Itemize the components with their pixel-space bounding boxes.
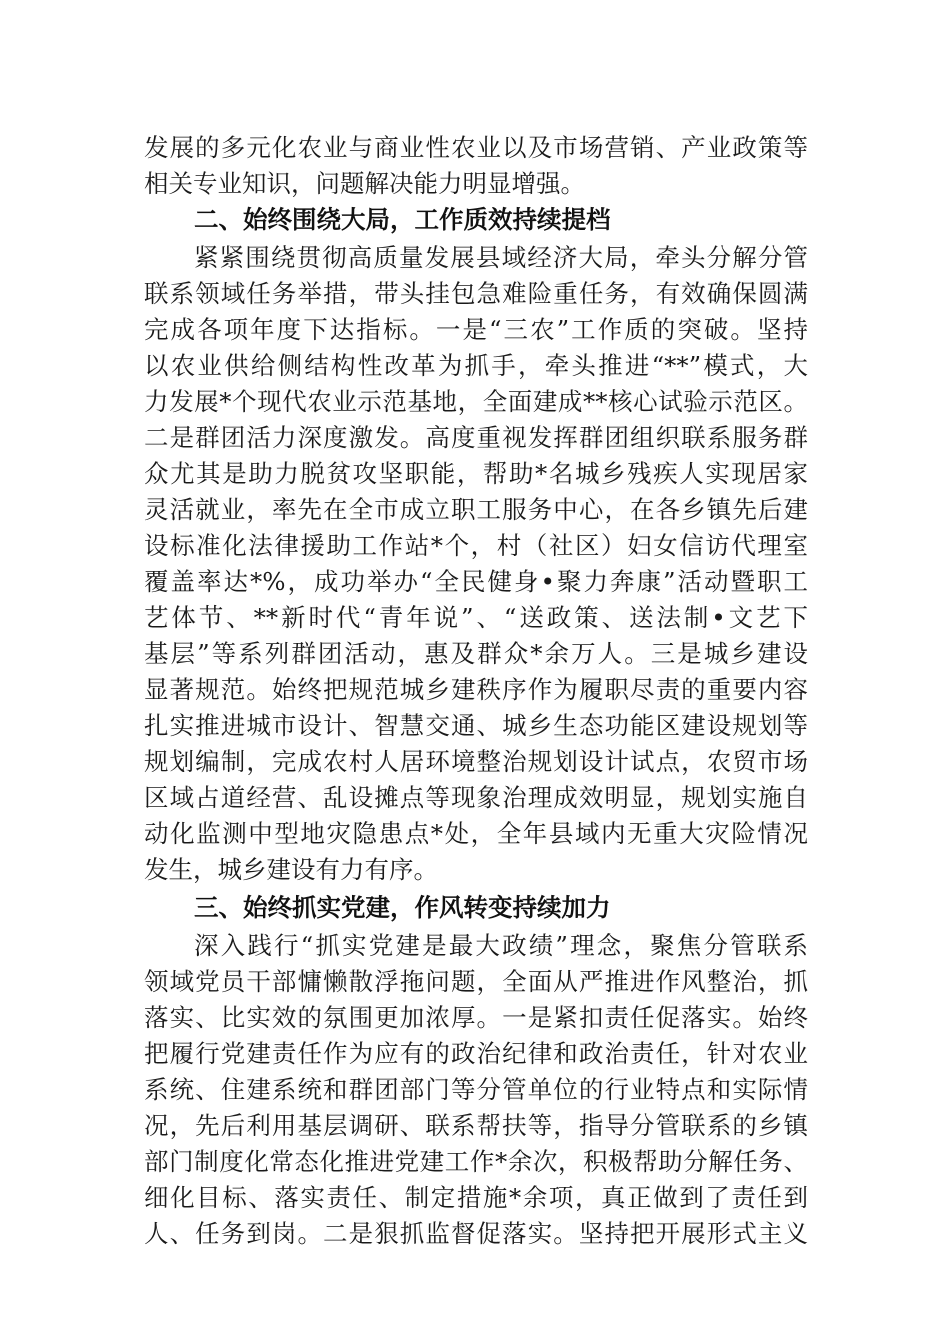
body-line: 规划编制，完成农村人居环境整治规划设计试点，农贸市场 (144, 747, 808, 776)
body-line: 扎实推进城市设计、智慧交通、城乡生态功能区建设规划等 (144, 711, 808, 740)
body-line: 人、任务到岗。二是狠抓监督促落实。坚持把开展形式主义 (144, 1219, 808, 1248)
body-line: 把履行党建责任作为应有的政治纪律和政治责任，针对农业 (144, 1039, 808, 1068)
body-line: 区域占道经营、乱设摊点等现象治理成效明显，规划实施自 (144, 783, 808, 812)
body-line: 以农业供给侧结构性改革为抓手，牵头推进“**”模式，大 (144, 351, 808, 380)
body-line: 力发展*个现代农业示范基地，全面建成**核心试验示范区。 (144, 387, 808, 416)
body-line: 众尤其是助力脱贫攻坚职能，帮助*名城乡残疾人实现居家 (144, 459, 808, 488)
body-line: 发生，城乡建设有力有序。 (144, 855, 438, 884)
paragraph-first-line: 紧紧围绕贯彻高质量发展县域经济大局，牵头分解分管 (194, 243, 808, 272)
body-line: 相关专业知识，问题解决能力明显增强。 (144, 169, 585, 198)
body-line: 二是群团活力深度激发。高度重视发挥群团组织联系服务群 (144, 423, 808, 452)
section-heading: 二、始终围绕大局，工作质效持续提档 (194, 205, 611, 234)
body-line: 联系领域任务举措，带头挂包急难险重任务，有效确保圆满 (144, 279, 808, 308)
body-line: 况，先后利用基层调研、联系帮扶等，指导分管联系的乡镇 (144, 1111, 808, 1140)
body-line: 设标准化法律援助工作站*个，村（社区）妇女信访代理室 (144, 531, 808, 560)
body-line: 覆盖率达*%，成功举办“全民健身•聚力奔康”活动暨职工 (144, 567, 808, 596)
body-line: 灵活就业，率先在全市成立职工服务中心，在各乡镇先后建 (144, 495, 808, 524)
body-line: 系统、住建系统和群团部门等分管单位的行业特点和实际情 (144, 1075, 808, 1104)
body-line: 基层”等系列群团活动，惠及群众*余万人。三是城乡建设 (144, 639, 808, 668)
body-line: 艺体节、**新时代“青年说”、“送政策、送法制•文艺下 (144, 603, 808, 632)
section-heading: 三、始终抓实党建，作风转变持续加力 (194, 893, 611, 922)
body-line: 细化目标、落实责任、制定措施*余项，真正做到了责任到 (144, 1183, 808, 1212)
body-line: 部门制度化常态化推进党建工作*余次，积极帮助分解任务、 (144, 1147, 808, 1176)
body-line: 动化监测中型地灾隐患点*处，全年县域内无重大灾险情况 (144, 819, 808, 848)
body-line: 落实、比实效的氛围更加浓厚。一是紧扣责任促落实。始终 (144, 1003, 808, 1032)
paragraph-first-line: 深入践行“抓实党建是最大政绩”理念，聚焦分管联系 (194, 931, 808, 960)
body-line: 发展的多元化农业与商业性农业以及市场营销、产业政策等 (144, 133, 808, 162)
body-line: 显著规范。始终把规范城乡建秩序作为履职尽责的重要内容 (144, 675, 808, 704)
body-line: 完成各项年度下达指标。一是“三农”工作质的突破。坚持 (144, 315, 808, 344)
body-line: 领域党员干部慵懒散浮拖问题，全面从严推进作风整治，抓 (144, 967, 808, 996)
